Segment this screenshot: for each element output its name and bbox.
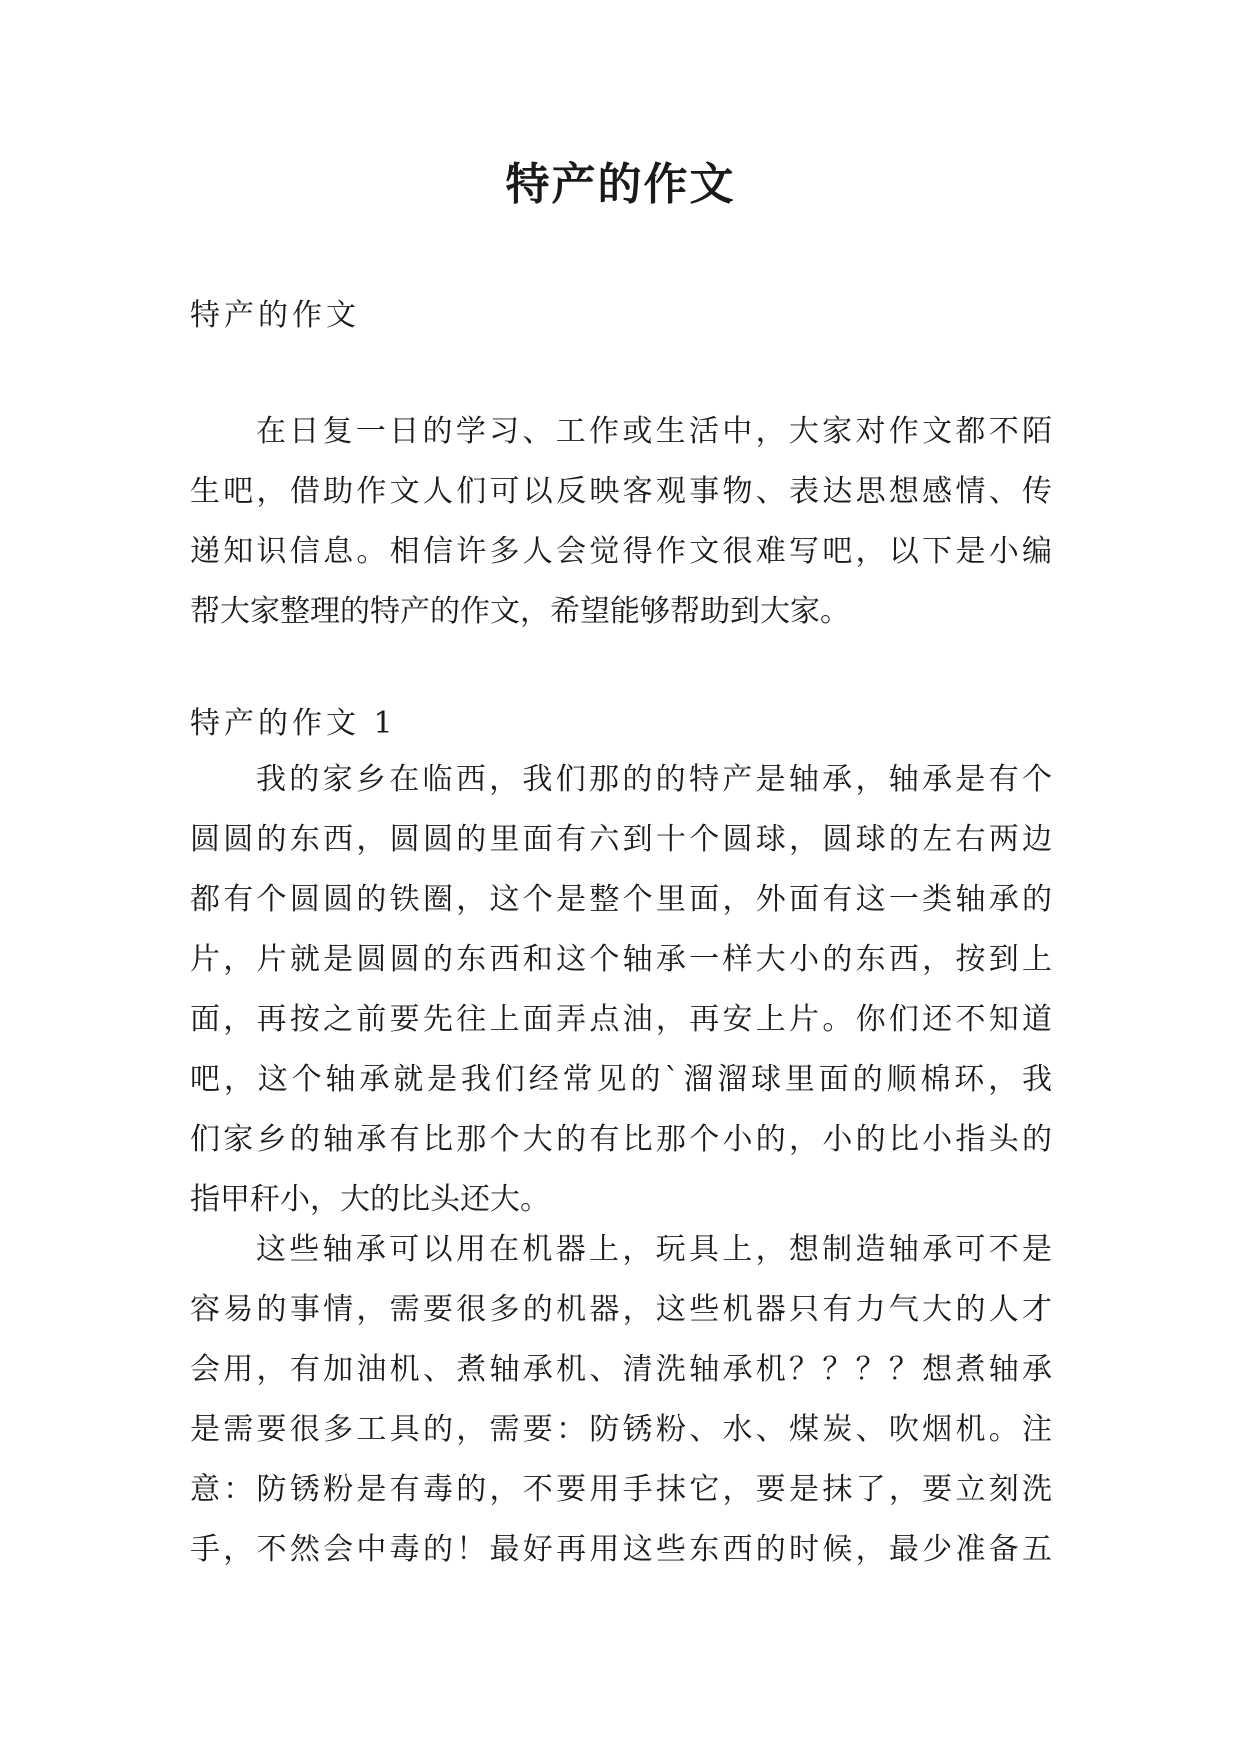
document-subtitle: 特产的作文 [190,298,360,333]
paragraph-line: 容易的事情，需要很多的机器，这些机器只有力气大的人才 [190,1292,1052,1327]
intro-line: 帮大家整理的特产的作文，希望能够帮助到大家。 [190,594,850,629]
intro-line: 递知识信息。相信许多人会觉得作文很难写吧，以下是小编 [190,534,1052,569]
paragraph-line: 我的家乡在临西，我们那的的特产是轴承，轴承是有个 [256,762,1052,797]
paragraph-line: 意：防锈粉是有毒的，不要用手抹它，要是抹了，要立刻洗 [190,1472,1052,1507]
paragraph-2 [190,1220,1052,1580]
paragraph-line: 面，再按之前要先往上面弄点油，再安上片。你们还不知道 [190,1002,1052,1037]
paragraph-line: 手，不然会中毒的！最好再用这些东西的时候，最少准备五 [190,1532,1052,1567]
paragraph-line: 吧，这个轴承就是我们经常见的`溜溜球里面的顺棉环，我 [190,1062,1052,1097]
paragraph-line: 圆圆的东西，圆圆的里面有六到十个圆球，圆球的左右两边 [190,822,1052,857]
paragraph-line: 们家乡的轴承有比那个大的有比那个小的，小的比小指头的 [190,1122,1052,1157]
paragraph-1 [190,750,1052,1230]
paragraph-line: 是需要很多工具的，需要：防锈粉、水、煤炭、吹烟机。注 [190,1412,1052,1447]
paragraph-line: 片，片就是圆圆的东西和这个轴承一样大小的东西，按到上 [190,942,1052,977]
document-title: 特产的作文 [505,159,736,210]
paragraph-line: 会用，有加油机、煮轴承机、清洗轴承机？？？？想煮轴承 [190,1352,1052,1387]
paragraph-line: 指甲秆小，大的比头还大。 [190,1182,550,1217]
paragraph-line: 这些轴承可以用在机器上，玩具上，想制造轴承可不是 [256,1232,1052,1267]
intro-paragraph [190,402,1052,642]
section-heading: 特产的作文 1 [190,706,397,741]
paragraph-line: 都有个圆圆的铁圈，这个是整个里面，外面有这一类轴承的 [190,882,1052,917]
intro-line: 在日复一日的学习、工作或生活中，大家对作文都不陌 [256,414,1052,449]
intro-line: 生吧，借助作文人们可以反映客观事物、表达思想感情、传 [190,474,1052,509]
